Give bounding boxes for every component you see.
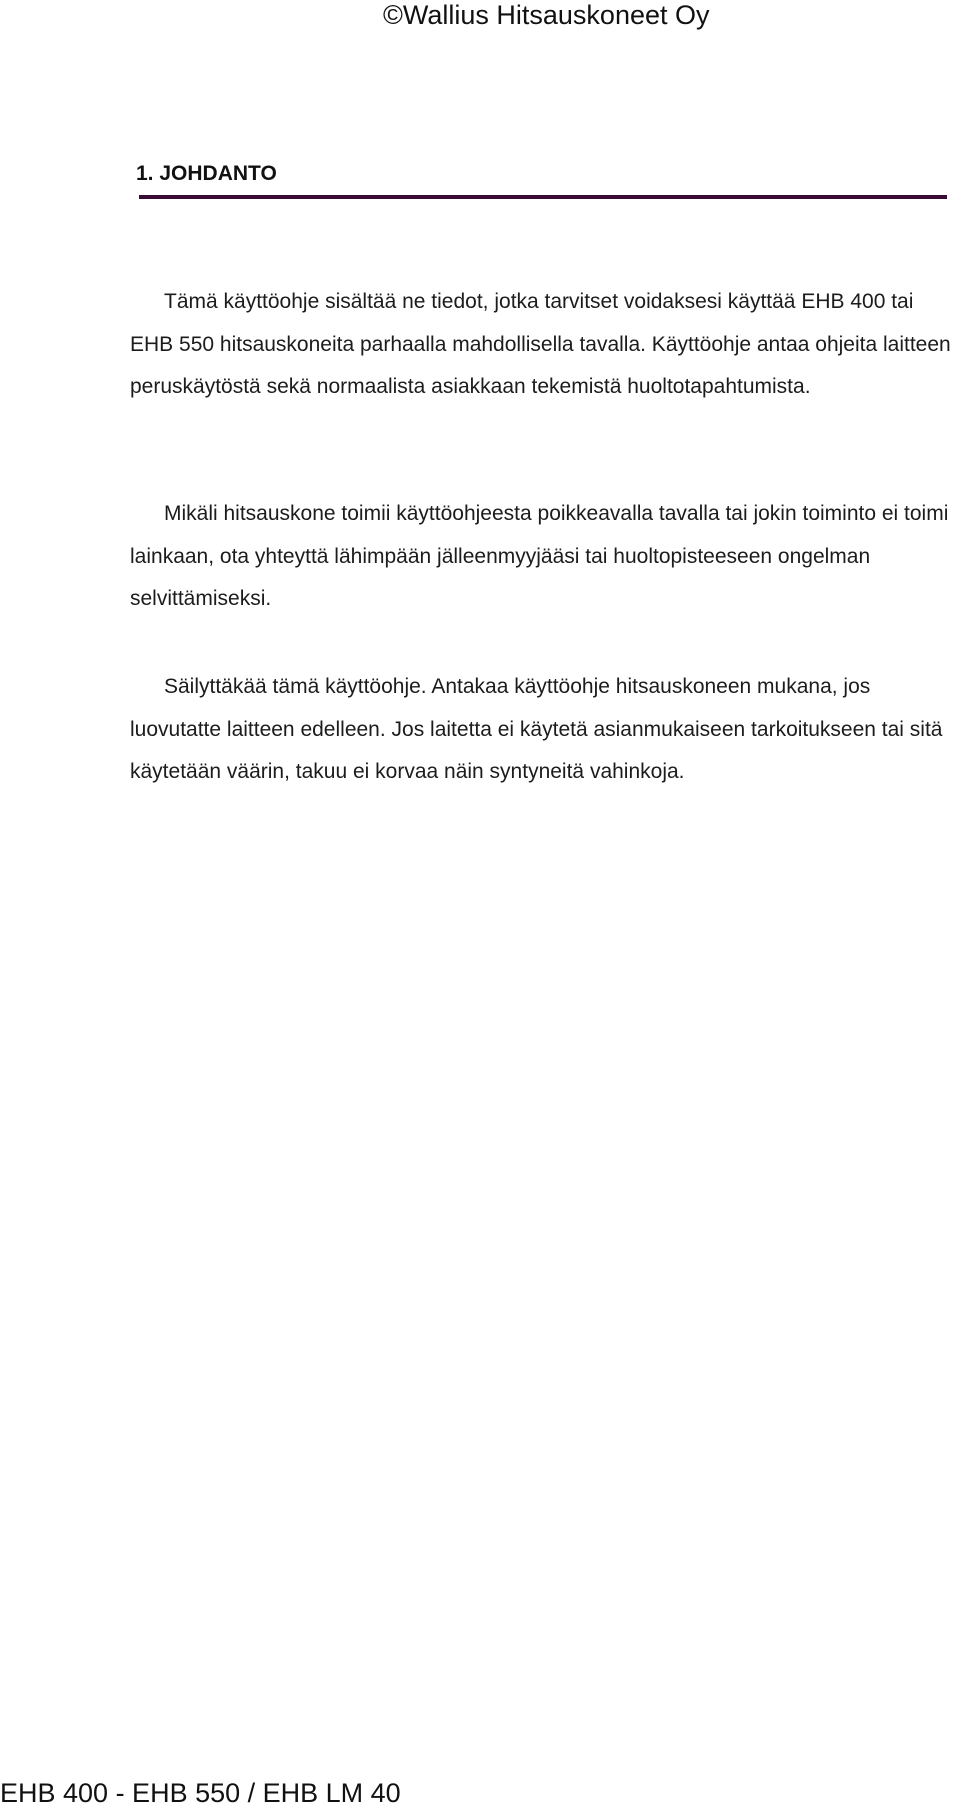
page-header-copyright: ©Wallius Hitsauskoneet Oy: [383, 0, 710, 30]
heading-underline-rule: [139, 195, 947, 199]
malfunction-paragraph: Mikäli hitsauskone toimii käyttöohjeesta poikkeavalla tavalla tai jokin toiminto ei toimi lainkaan, ota yhteyttä lähimpään jälleenmyyjääsi tai huoltopisteeseen ongelman selvittämiseksi.: [130, 502, 949, 610]
section-heading: 1. JOHDANTO: [136, 162, 277, 185]
retention-paragraph: Säilyttäkää tämä käyttöohje. Antakaa käyttöohje hitsauskoneen mukana, jos luovutatte laitteen edelleen. Jos laitetta ei käytetä asianmukaiseen tarkoitukseen tai sitä käytetään väärin, takuu ei korvaa näin syntyneitä vahinkoja.: [130, 675, 943, 783]
page-footer-model: EHB 400 - EHB 550 / EHB LM 40: [0, 1778, 401, 1808]
intro-paragraph: Tämä käyttöohje sisältää ne tiedot, jotka tarvitset voidaksesi käyttää EHB 400 tai EHB 550 hitsauskoneita parhaalla mahdollisella tavalla. Käyttöohje antaa ohjeita laitteen peruskäytöstä sekä normaalista asiakkaan tekemistä huoltotapahtumista.: [130, 290, 951, 398]
